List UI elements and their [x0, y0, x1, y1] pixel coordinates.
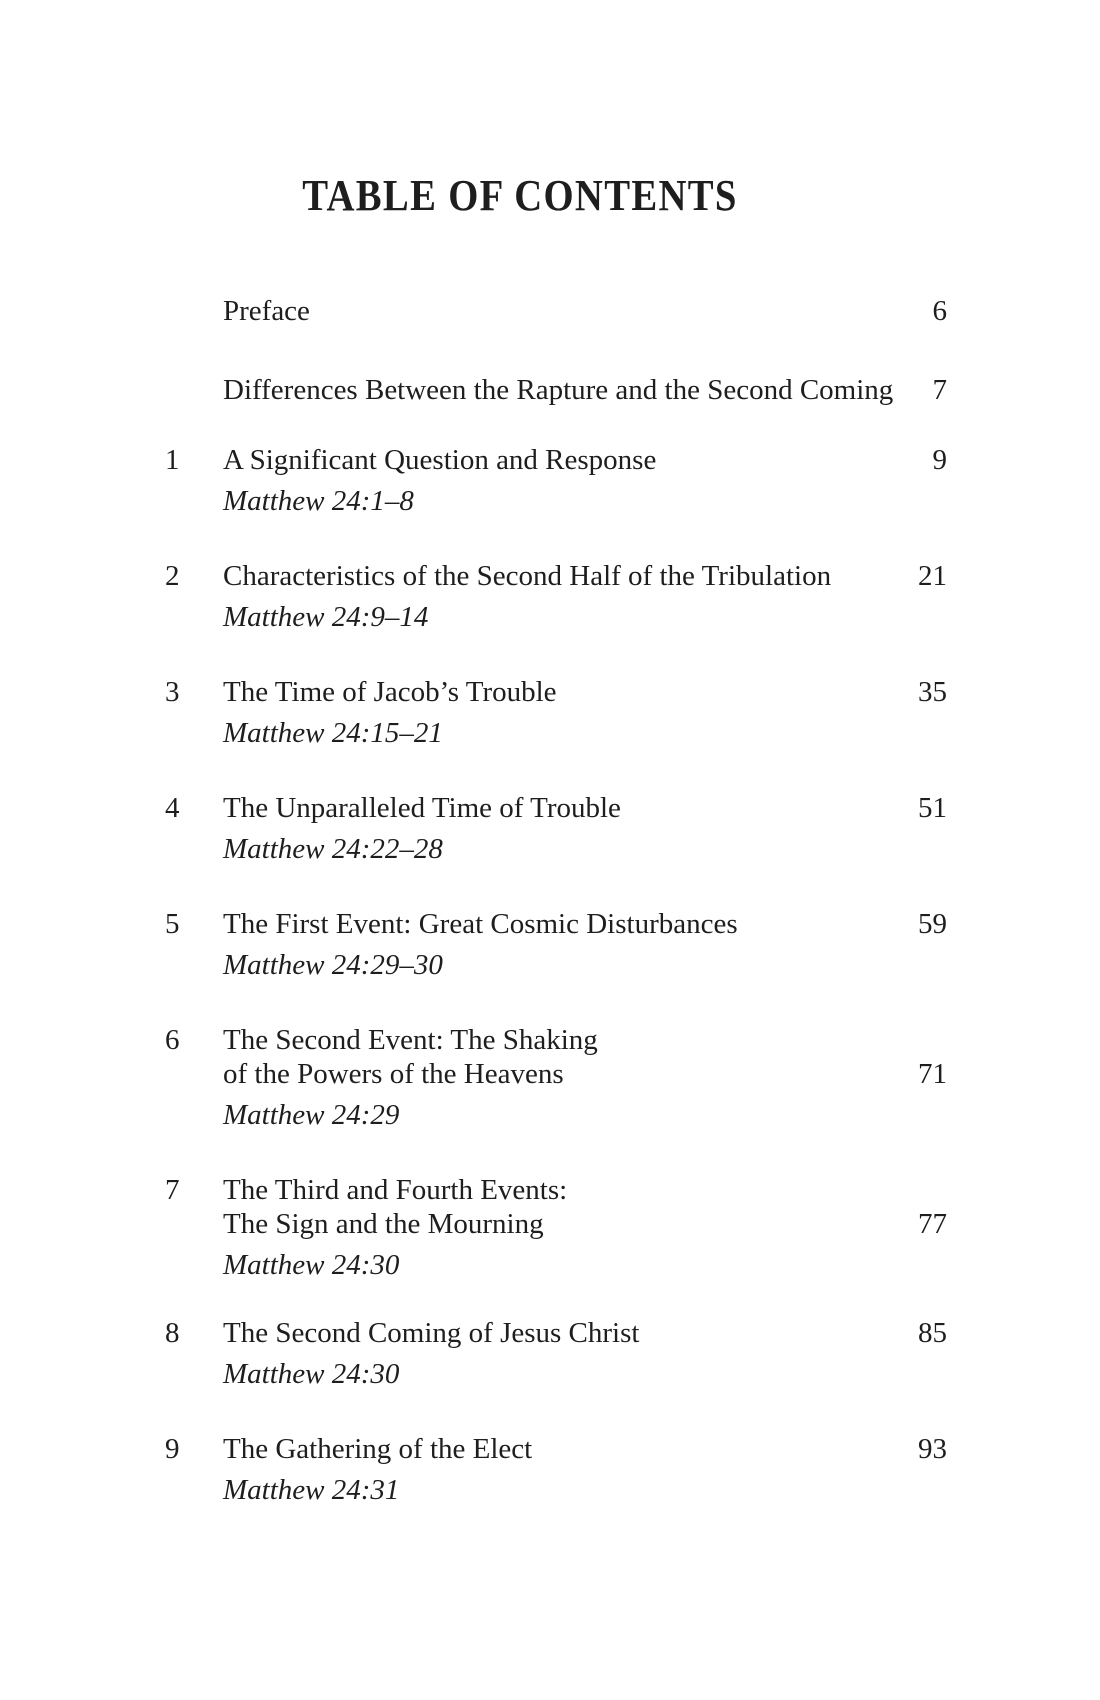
chapter-number: 4: [165, 792, 180, 824]
entry-title: [223, 1316, 902, 1350]
page-number: 7: [932, 374, 947, 406]
toc-entry-main: [165, 907, 947, 941]
toc-entry: [165, 791, 947, 866]
entry-title: [223, 675, 902, 709]
entry-title-line: The Unparalleled Time of Trouble: [223, 792, 621, 824]
entry-title-line: The Gathering of the Elect: [223, 1433, 533, 1465]
page-number: 85: [918, 1317, 947, 1349]
chapter-number: 8: [165, 1317, 180, 1349]
entry-scripture-reference: Matthew 24:29: [223, 1099, 400, 1131]
toc-entry: [165, 1173, 947, 1282]
entry-title: [223, 373, 902, 407]
entry-scripture-reference: Matthew 24:30: [223, 1249, 400, 1281]
page-number: 59: [918, 908, 947, 940]
entry-title-line: The Time of Jacob’s Trouble: [223, 676, 557, 708]
entry-scripture-reference: Matthew 24:15–21: [223, 717, 443, 749]
entry-scripture-reference: Matthew 24:31: [223, 1474, 400, 1506]
toc-entry-main: [165, 373, 947, 407]
entry-title-line: The First Event: Great Cosmic Disturbances: [223, 908, 738, 940]
entry-scripture-reference: Matthew 24:29–30: [223, 949, 443, 981]
toc-entry: [165, 373, 947, 407]
page-number: 21: [918, 560, 947, 592]
toc-entry-main: [165, 443, 947, 477]
entry-title-line: Preface: [223, 295, 310, 327]
toc-entry-main: [165, 294, 947, 328]
toc-entry: [165, 559, 947, 634]
page-number: 6: [932, 295, 947, 327]
toc-entry: [165, 294, 947, 328]
entry-title-line: The Second Coming of Jesus Christ: [223, 1317, 640, 1349]
entry-scripture-reference: Matthew 24:30: [223, 1358, 400, 1390]
entry-title: [223, 791, 902, 825]
entry-title-line: The Sign and the Mourning: [223, 1208, 544, 1240]
entry-title-line: of the Powers of the Heavens: [223, 1058, 564, 1090]
entry-title: [223, 294, 902, 328]
toc-entry-main: [165, 1432, 947, 1466]
entry-scripture-reference: Matthew 24:9–14: [223, 601, 429, 633]
chapter-number: 5: [165, 908, 180, 940]
entry-title-line: The Third and Fourth Events:: [223, 1174, 568, 1206]
chapter-number: 7: [165, 1174, 180, 1206]
entry-title: [223, 559, 902, 593]
toc-entry: [165, 1316, 947, 1391]
chapter-number: 6: [165, 1024, 180, 1056]
chapter-number: 2: [165, 560, 180, 592]
toc-entry: [165, 1023, 947, 1132]
entry-title: [223, 1173, 902, 1241]
toc-entry: [165, 443, 947, 518]
entry-title: [223, 1432, 902, 1466]
entry-title-line: Differences Between the Rapture and the Second Coming: [223, 374, 894, 406]
entry-title-line: Characteristics of the Second Half of the Tribulation: [223, 560, 832, 592]
toc-entry-main: [165, 1173, 947, 1241]
page-number: 93: [918, 1433, 947, 1465]
toc-entries: [165, 294, 947, 1548]
entry-title: [223, 907, 902, 941]
entry-scripture-reference: Matthew 24:22–28: [223, 833, 443, 865]
toc-entry-main: [165, 1316, 947, 1350]
page-number: 35: [918, 676, 947, 708]
page-number: 77: [918, 1208, 947, 1240]
chapter-number: 1: [165, 444, 180, 476]
toc-entry: [165, 907, 947, 982]
page-number: 71: [918, 1058, 947, 1090]
page-title: TABLE OF CONTENTS: [302, 171, 738, 220]
page-number: 51: [918, 792, 947, 824]
toc-entry: [165, 675, 947, 750]
page-number: 9: [932, 444, 947, 476]
entry-title-line: The Second Event: The Shaking: [223, 1024, 598, 1056]
entry-title-line: A Significant Question and Response: [223, 444, 657, 476]
toc-entry-main: [165, 791, 947, 825]
chapter-number: 9: [165, 1433, 180, 1465]
toc-entry-main: [165, 559, 947, 593]
entry-title: [223, 1023, 902, 1091]
toc-entry-main: [165, 675, 947, 709]
entry-title: [223, 443, 902, 477]
toc-entry-main: [165, 1023, 947, 1091]
entry-scripture-reference: Matthew 24:1–8: [223, 485, 414, 517]
chapter-number: 3: [165, 676, 180, 708]
toc-entry: [165, 1432, 947, 1507]
